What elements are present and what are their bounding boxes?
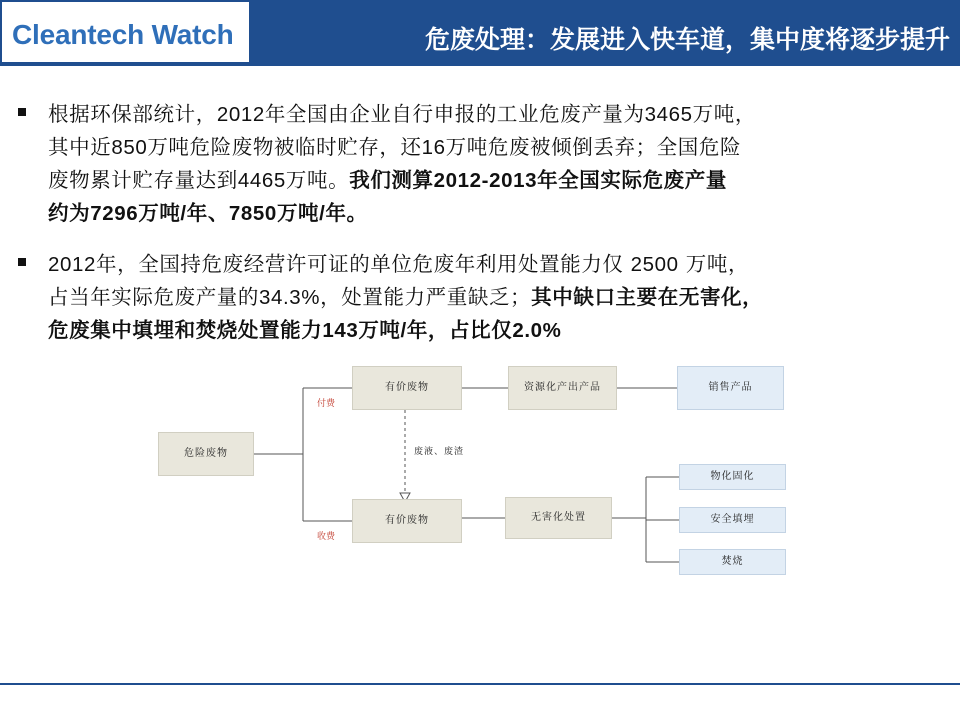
text-run: 万吨危废被倾倒丢弃；全国危险 xyxy=(445,135,742,159)
sales-product-box: 销售产品 xyxy=(677,366,784,410)
logo: Cleantech Watch xyxy=(12,19,234,50)
text-run: 年，占比仅 xyxy=(406,318,513,342)
bullet-item-1 xyxy=(16,98,946,230)
text-run: 年、 xyxy=(186,201,229,225)
text-run: 占当年实际危废产量的 xyxy=(48,285,259,309)
text-run: 年。 xyxy=(325,201,368,225)
byproduct-label: 废液、废渣 xyxy=(414,447,465,457)
text-run: 我们测算 xyxy=(349,168,434,192)
text-run: 16 xyxy=(421,136,446,159)
text-run: 万吨 xyxy=(358,318,401,342)
text-run: 万吨， xyxy=(678,252,750,276)
text-run: / xyxy=(180,202,187,225)
paid-label: 付费 xyxy=(317,399,336,409)
text-run: 万吨 xyxy=(138,201,181,225)
text-run: ，处置能力严重缺乏； xyxy=(320,285,532,309)
text-run: 34.3% xyxy=(259,286,321,309)
bullet-line xyxy=(48,131,946,164)
text-run: 143 xyxy=(322,319,359,342)
square-bullet-icon xyxy=(18,108,26,116)
output-incineration-box: 焚烧 xyxy=(679,549,786,575)
output-solidification-box: 物化固化 xyxy=(679,464,786,490)
bullet-line xyxy=(48,197,946,230)
output-landfill-box: 安全填埋 xyxy=(679,507,786,533)
bullet-line xyxy=(48,314,946,347)
bullet-text-1 xyxy=(48,98,946,230)
text-run: 年全国实际危废产量 xyxy=(537,168,727,192)
bullet-list xyxy=(16,98,946,365)
resource-product-box: 资源化产出产品 xyxy=(508,366,617,410)
text-run: 年全国由企业自行申报的工业危废产量为 xyxy=(264,102,645,126)
text-run: 万吨危险废物被临时贮存，还 xyxy=(147,135,422,159)
text-run: 万吨 xyxy=(276,201,320,225)
text-run: 万吨。 xyxy=(285,168,350,192)
text-run: / xyxy=(319,202,326,225)
text-run: 3465 xyxy=(644,103,693,126)
text-run: 2500 xyxy=(630,253,679,276)
text-run: 7296 xyxy=(90,202,139,225)
source-box: 危险废物 xyxy=(158,432,254,476)
header-bar xyxy=(0,0,960,68)
text-run: 其中缺口主要在无害化， xyxy=(531,285,764,309)
page-title: 危废处理：发展进入快车道，集中度将逐步提升 xyxy=(424,25,950,54)
harmless-treatment-box: 无害化处置 xyxy=(505,497,612,539)
logo-box xyxy=(2,2,251,62)
bullet-text-2 xyxy=(48,248,946,347)
bullet-line xyxy=(48,281,946,314)
text-run: 废物累计贮存量达到 xyxy=(48,168,238,192)
text-run: / xyxy=(400,319,407,342)
text-run: 约为 xyxy=(48,201,91,225)
text-run: 7850 xyxy=(228,202,277,225)
footer-divider xyxy=(0,683,960,685)
valuable-waste-lower-box: 有价废物 xyxy=(352,499,462,543)
valuable-waste-upper-box: 有价废物 xyxy=(352,366,462,410)
text-run: 根据环保部统计， xyxy=(48,102,217,126)
text-run: 其中近 xyxy=(48,135,112,159)
bullet-line xyxy=(48,98,946,131)
charged-label: 收费 xyxy=(317,532,336,542)
text-run: 年，全国持危废经营许可证的单位危废年利用处置能力仅 xyxy=(96,252,631,276)
text-run: 850 xyxy=(111,136,148,159)
square-bullet-icon xyxy=(18,258,26,266)
text-run: 4465 xyxy=(237,169,286,192)
header-divider xyxy=(0,66,960,68)
text-run: 万吨， xyxy=(692,102,756,126)
text-run: 2.0% xyxy=(512,319,562,342)
bullet-item-2 xyxy=(16,248,946,347)
bullet-line xyxy=(48,164,946,197)
text-run: 2012-2013 xyxy=(433,169,538,192)
text-run: 危废集中填埋和焚烧处置能力 xyxy=(48,318,323,342)
text-run: 2012 xyxy=(216,103,265,126)
bullet-line xyxy=(48,248,946,281)
text-run: 2012 xyxy=(48,253,97,276)
